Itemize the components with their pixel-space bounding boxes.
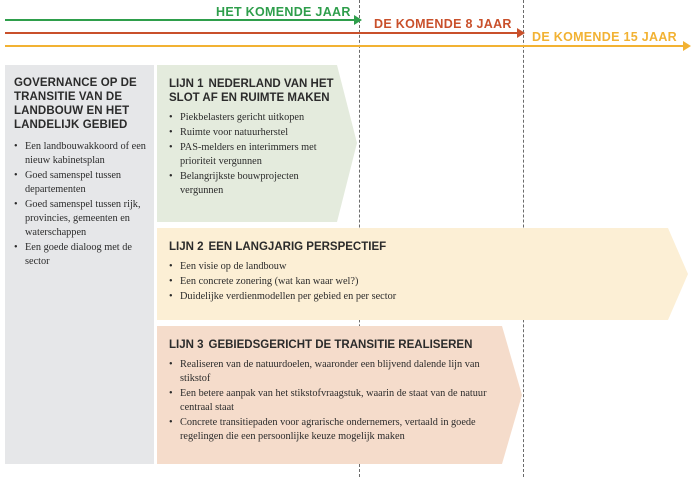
- line-1-block: [157, 65, 357, 222]
- list-item: • Piekbelasters gericht uitkopen: [169, 111, 335, 125]
- governance-panel: [5, 65, 154, 464]
- line-title: EEN LANGJARIG PERSPECTIEF: [208, 241, 387, 253]
- list-item: • Een goede dialoog met de sector: [14, 241, 146, 269]
- line-3-title: [169, 338, 492, 352]
- timeline-arrow-line: [5, 32, 518, 34]
- line-title: NEDERLAND VAN HET SLOT AF EN RUIMTE MAKEN: [169, 78, 334, 104]
- timeline-label: DE KOMENDE 8 JAAR: [374, 17, 512, 31]
- list-item: • Een landbouwakkoord of een nieuw kabinetsplan: [14, 140, 146, 168]
- list-item: • Een concrete zonering (wat kan waar wel?): [169, 275, 658, 289]
- line-1-title: [169, 77, 335, 105]
- timeline-arrow-line: [5, 19, 354, 21]
- list-item: • PAS-melders en interimmers met prioriteit vergunnen: [169, 141, 335, 169]
- list-item: • Belangrijkste bouwprojecten vergunnen: [169, 170, 335, 198]
- timeline-label: HET KOMENDE JAAR: [216, 5, 351, 19]
- line-2-list: [169, 260, 658, 304]
- line-3-list: [169, 358, 492, 444]
- arrow-head-icon: [683, 41, 691, 51]
- line-2-title: [169, 240, 658, 254]
- list-item: • Een visie op de landbouw: [169, 260, 658, 274]
- timeline-label: DE KOMENDE 15 JAAR: [532, 30, 678, 44]
- timeline-arrow-line: [5, 45, 684, 47]
- line-2-block: [157, 228, 688, 320]
- list-item: • Duidelijke verdienmodellen per gebied en per sector: [169, 290, 658, 304]
- list-item: • Concrete transitiepaden voor agrarische ondernemers, vertaald in goede regelingen die een persoonlijke keuze mogelijk maken: [169, 416, 492, 444]
- line-number: LIJN 1: [169, 78, 204, 90]
- line-3-block: [157, 326, 522, 464]
- list-item: • Ruimte voor natuurherstel: [169, 126, 335, 140]
- arrow-head-icon: [354, 15, 362, 25]
- list-item: • Realiseren van de natuurdoelen, waaronder een blijvend dalende lijn van stikstof: [169, 358, 492, 386]
- list-item: • Een betere aanpak van het stikstofvraagstuk, waarin de staat van de natuur centraal staat: [169, 387, 492, 415]
- governance-title: GOVERNANCE OP DE TRANSITIE VAN DE LANDBOUW EN HET LANDELIJK GEBIED: [14, 77, 137, 131]
- line-title: GEBIEDSGERICHT DE TRANSITIE REALISEREN: [208, 339, 473, 351]
- governance-list: [14, 140, 146, 269]
- line-number: LIJN 2: [169, 241, 204, 253]
- list-item: • Goed samenspel tussen rijk, provincies, gemeenten en waterschappen: [14, 198, 146, 240]
- arrow-head-icon: [517, 28, 525, 38]
- list-item: • Goed samenspel tussen departementen: [14, 169, 146, 197]
- line-1-list: [169, 111, 335, 198]
- line-number: LIJN 3: [169, 339, 204, 351]
